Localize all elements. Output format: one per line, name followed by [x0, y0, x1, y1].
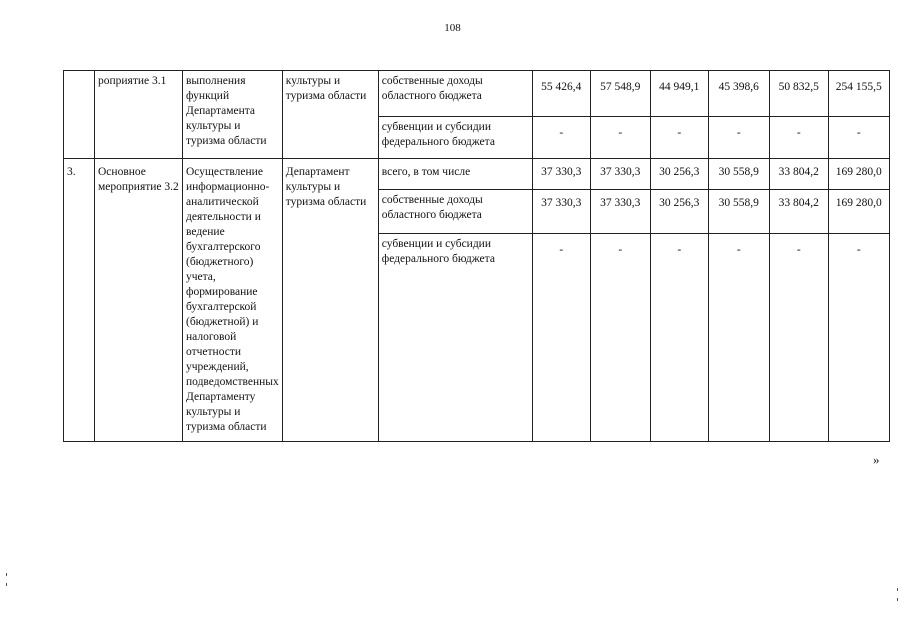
- value-cell: -: [590, 234, 650, 442]
- row-number-cell: [64, 71, 95, 159]
- closing-quote: »: [873, 452, 880, 467]
- value-cell: 30 558,9: [708, 159, 769, 190]
- value-cell: -: [532, 117, 590, 159]
- value-cell: 30 256,3: [650, 190, 708, 234]
- total-value-cell: -: [828, 234, 889, 442]
- goal-cell: выполнения функций Департамента культуры и туризма области: [183, 71, 283, 159]
- scan-edge-mark: [897, 598, 898, 601]
- value-cell: 30 558,9: [708, 190, 769, 234]
- value-cell: 50 832,5: [769, 71, 828, 117]
- table-row: [64, 71, 890, 117]
- value-cell: 45 398,6: [708, 71, 769, 117]
- value-cell: -: [769, 234, 828, 442]
- value-cell: -: [650, 117, 708, 159]
- value-cell: 37 330,3: [532, 190, 590, 234]
- page-number: 108: [444, 22, 461, 34]
- executor-cell: культуры и туризма области: [282, 71, 378, 159]
- value-cell: 33 804,2: [769, 190, 828, 234]
- value-cell: 57 548,9: [590, 71, 650, 117]
- total-value-cell: 169 280,0: [828, 159, 889, 190]
- value-cell: -: [769, 117, 828, 159]
- scan-edge-mark: [6, 583, 7, 586]
- value-cell: 37 330,3: [590, 159, 650, 190]
- value-cell: 44 949,1: [650, 71, 708, 117]
- funding-source-cell: собственные доходы областного бюджета: [378, 190, 532, 234]
- funding-source-cell: субвенции и субсидии федерального бюджета: [378, 117, 532, 159]
- value-cell: -: [650, 234, 708, 442]
- measure-cell: Основное мероприятие 3.2: [95, 159, 183, 442]
- funding-source-cell: субвенции и субсидии федерального бюджета: [378, 234, 532, 442]
- total-value-cell: 254 155,5: [828, 71, 889, 117]
- value-cell: -: [590, 117, 650, 159]
- funding-source-cell: всего, в том числе: [378, 159, 532, 190]
- scan-edge-mark: [6, 573, 7, 576]
- total-value-cell: -: [828, 117, 889, 159]
- value-cell: 30 256,3: [650, 159, 708, 190]
- scan-edge-mark: [897, 588, 898, 591]
- row-number-cell: 3.: [64, 159, 95, 442]
- value-cell: 55 426,4: [532, 71, 590, 117]
- measure-cell: роприятие 3.1: [95, 71, 183, 159]
- budget-table: [63, 70, 890, 442]
- value-cell: -: [532, 234, 590, 442]
- value-cell: 37 330,3: [532, 159, 590, 190]
- value-cell: 33 804,2: [769, 159, 828, 190]
- value-cell: 37 330,3: [590, 190, 650, 234]
- total-value-cell: 169 280,0: [828, 190, 889, 234]
- value-cell: -: [708, 234, 769, 442]
- funding-source-cell: собственные доходы областного бюджета: [378, 71, 532, 117]
- table-row: [64, 159, 890, 190]
- goal-cell: Осуществление информационно-аналитической деятельности и ведение бухгалтерского (бюджетного) учета, формирование бухгалтерской (бюджетной) и налоговой отчетности учреждений, подведомственных Департаменту культуры и туризма области: [183, 159, 283, 442]
- value-cell: -: [708, 117, 769, 159]
- executor-cell: Департамент культуры и туризма области: [282, 159, 378, 442]
